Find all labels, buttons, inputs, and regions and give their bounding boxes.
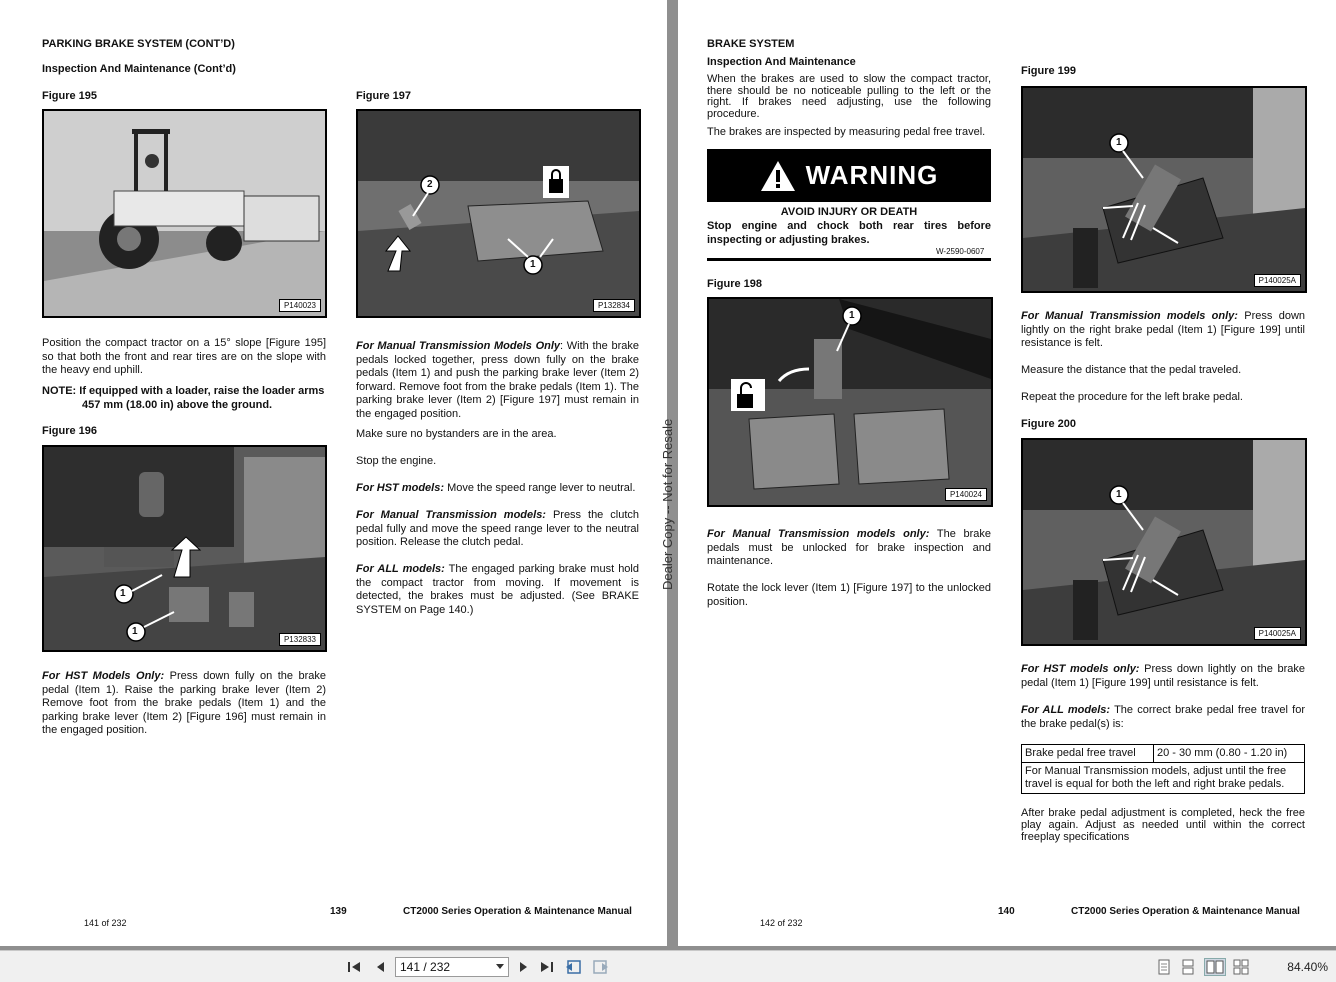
warning-word: WARNING: [805, 160, 939, 190]
table-value-cell: 20 - 30 mm (0.80 - 1.20 in): [1154, 745, 1305, 763]
figure-197-label: Figure 197: [356, 90, 412, 102]
single-page-view-button[interactable]: [1156, 958, 1172, 976]
next-view-icon: [591, 959, 609, 975]
figure-198-image: [707, 297, 993, 507]
first-page-icon: [347, 961, 361, 973]
table-note-cell: For Manual Transmission models, adjust until the free travel is equal for both the left and right brake pedals.: [1022, 763, 1305, 794]
facing-view-button[interactable]: [1204, 958, 1226, 976]
all-models-paragraph: For ALL models: The engaged parking brake must hold the compact tractor from moving. If movement is detected, the brakes must be adjusted. (See BRAKE SYSTEM on Page 140.): [356, 563, 639, 616]
note-line-1: NOTE: If equipped with a loader, raise the loader arms: [42, 385, 325, 397]
facing-pages-icon: [1206, 960, 1224, 974]
warning-banner: [707, 149, 991, 202]
figure-196-label: Figure 196: [42, 425, 98, 437]
hst-only-paragraph: For HST models only: Press down lightly on the brake pedal (Item 1) [Figure 199] until resistance is felt.: [1021, 663, 1305, 689]
slope-paragraph: Position the compact tractor on a 15° slope [Figure 195] so that both the front and rear tires are on the slope with the heavy end uphill.: [42, 337, 326, 376]
first-page-button[interactable]: [345, 958, 363, 976]
page-count: 142 of 232: [760, 918, 803, 928]
page-number: 140: [998, 906, 1015, 917]
figure-196-code: P132833: [279, 633, 321, 646]
viewer-toolbar: [0, 950, 1336, 982]
figure-197-code: P132834: [593, 299, 635, 312]
continuous-facing-icon: [1233, 959, 1249, 975]
last-page-button[interactable]: [538, 958, 556, 976]
page-number: 139: [330, 906, 347, 917]
rotate-paragraph: Rotate the lock lever (Item 1) [Figure 197] to the unlocked position.: [707, 582, 991, 608]
next-page-icon: [519, 961, 529, 973]
page-number-value: 141 / 232: [400, 960, 451, 974]
warning-code: W-2590-0607: [936, 247, 985, 256]
figure-196-image: [42, 445, 327, 652]
page-count: 141 of 232: [84, 918, 127, 928]
manual-models-paragraph: For Manual Transmission models: Press the clutch pedal fully and move the speed range lever to the neutral position. Release the clutch pedal.: [356, 509, 639, 548]
warning-triangle-icon: [760, 160, 796, 192]
manual-title: CT2000 Series Operation & Maintenance Manual: [403, 906, 632, 917]
figure-198-code: P140024: [945, 488, 987, 501]
free-travel-table: [1021, 744, 1305, 794]
bystanders-paragraph: Make sure no bystanders are in the area.: [356, 428, 557, 440]
callout-1a: 1: [120, 588, 126, 599]
warning-rule: [707, 258, 991, 261]
next-page-button[interactable]: [515, 958, 533, 976]
previous-page-button[interactable]: [371, 958, 389, 976]
all-models-paragraph: For ALL models: The correct brake pedal free travel for the brake pedal(s) is:: [1021, 704, 1305, 730]
subsection-heading: Inspection And Maintenance: [707, 56, 856, 68]
measure-paragraph: Measure the distance that the pedal traveled.: [1021, 364, 1242, 376]
figure-199-image: [1021, 86, 1307, 293]
last-page-icon: [540, 961, 554, 973]
after-paragraph: After brake pedal adjustment is completed, heck the free play again. Adjust as needed until within the correct freeplay specifications: [1021, 807, 1305, 843]
figure-200-image: [1021, 438, 1307, 646]
go-back-view-button[interactable]: [564, 958, 584, 976]
section-heading: PARKING BRAKE SYSTEM (CONT’D): [42, 38, 235, 50]
page-140: [678, 0, 1336, 946]
callout-1f: 1: [1116, 489, 1122, 500]
manual-only-2-paragraph: For Manual Transmission models only: Press down lightly on the right brake pedal (Item 1) [Figure 199] until resistance is felt.: [1021, 310, 1306, 349]
manual-title: CT2000 Series Operation & Maintenance Manual: [1071, 906, 1300, 917]
callout-2: 2: [427, 179, 433, 190]
subsection-heading: Inspection And Maintenance (Cont’d): [42, 63, 236, 75]
zoom-level[interactable]: 84.40%: [1287, 960, 1328, 974]
note-line-2: 457 mm (18.00 in) above the ground.: [82, 399, 273, 411]
figure-198-label: Figure 198: [707, 278, 763, 290]
callout-1e: 1: [1116, 137, 1122, 148]
manual-models-only-paragraph: For Manual Transmission Models Only: With the brake pedals locked together, press down fully on the brake pedals (Item 1) and push the parking brake lever (Item 2) forward. Remove foot from the brake pedals (Item 1). The parking brake lever (Item 2) [Figure 197] must remain in the engaged position.: [356, 340, 639, 420]
watermark: Dealer Copy -- Not for Resale: [660, 418, 675, 590]
figure-197-image: [356, 109, 641, 318]
continuous-view-button[interactable]: [1180, 958, 1196, 976]
intro-paragraph: When the brakes are used to slow the compact tractor, there should be no noticeable pulling to the left or the right. If brakes need adjusting, use the following procedure.: [707, 73, 991, 120]
figure-199-label: Figure 199: [1021, 65, 1077, 77]
chevron-down-icon[interactable]: [496, 964, 504, 970]
figure-195-code: P140023: [279, 299, 321, 312]
hst-models-only-paragraph: For HST Models Only: Press down fully on the brake pedal (Item 1). Raise the parking brake lever (Item 2) Remove foot from the brake pedals (Item 1) and the parking brake lever (Item 2) [Figure 196] must remain in the engaged position.: [42, 670, 326, 736]
callout-1c: 1: [530, 259, 536, 270]
figure-200-code: P140025A: [1254, 627, 1301, 640]
previous-view-icon: [565, 959, 583, 975]
go-forward-view-button[interactable]: [590, 958, 610, 976]
warning-title: AVOID INJURY OR DEATH: [780, 206, 918, 218]
callout-1d: 1: [849, 310, 855, 321]
figure-199-code: P140025A: [1254, 274, 1301, 287]
table-label-cell: Brake pedal free travel: [1022, 745, 1154, 763]
stop-engine-paragraph: Stop the engine.: [356, 455, 437, 467]
repeat-paragraph: Repeat the procedure for the left brake pedal.: [1021, 391, 1243, 403]
figure-200-label: Figure 200: [1021, 418, 1077, 430]
section-heading: BRAKE SYSTEM: [707, 38, 795, 50]
warning-text: Stop engine and chock both rear tires before inspecting or adjusting brakes.: [707, 220, 991, 246]
inspected-paragraph: The brakes are inspected by measuring pedal free travel.: [707, 126, 986, 138]
callout-1b: 1: [132, 626, 138, 637]
page-139: [0, 0, 667, 946]
hst-models-paragraph: For HST models: Move the speed range lever to neutral.: [356, 482, 636, 494]
continuous-page-icon: [1182, 959, 1194, 975]
previous-page-icon: [375, 961, 385, 973]
page-number-field[interactable]: [395, 957, 509, 977]
continuous-facing-view-button[interactable]: [1232, 958, 1250, 976]
manual-only-paragraph: For Manual Transmission models only: The brake pedals must be unlocked for brake inspection and maintenance.: [707, 528, 991, 567]
figure-195-label: Figure 195: [42, 90, 98, 102]
figure-195-image: [42, 109, 327, 318]
single-page-icon: [1158, 959, 1170, 975]
